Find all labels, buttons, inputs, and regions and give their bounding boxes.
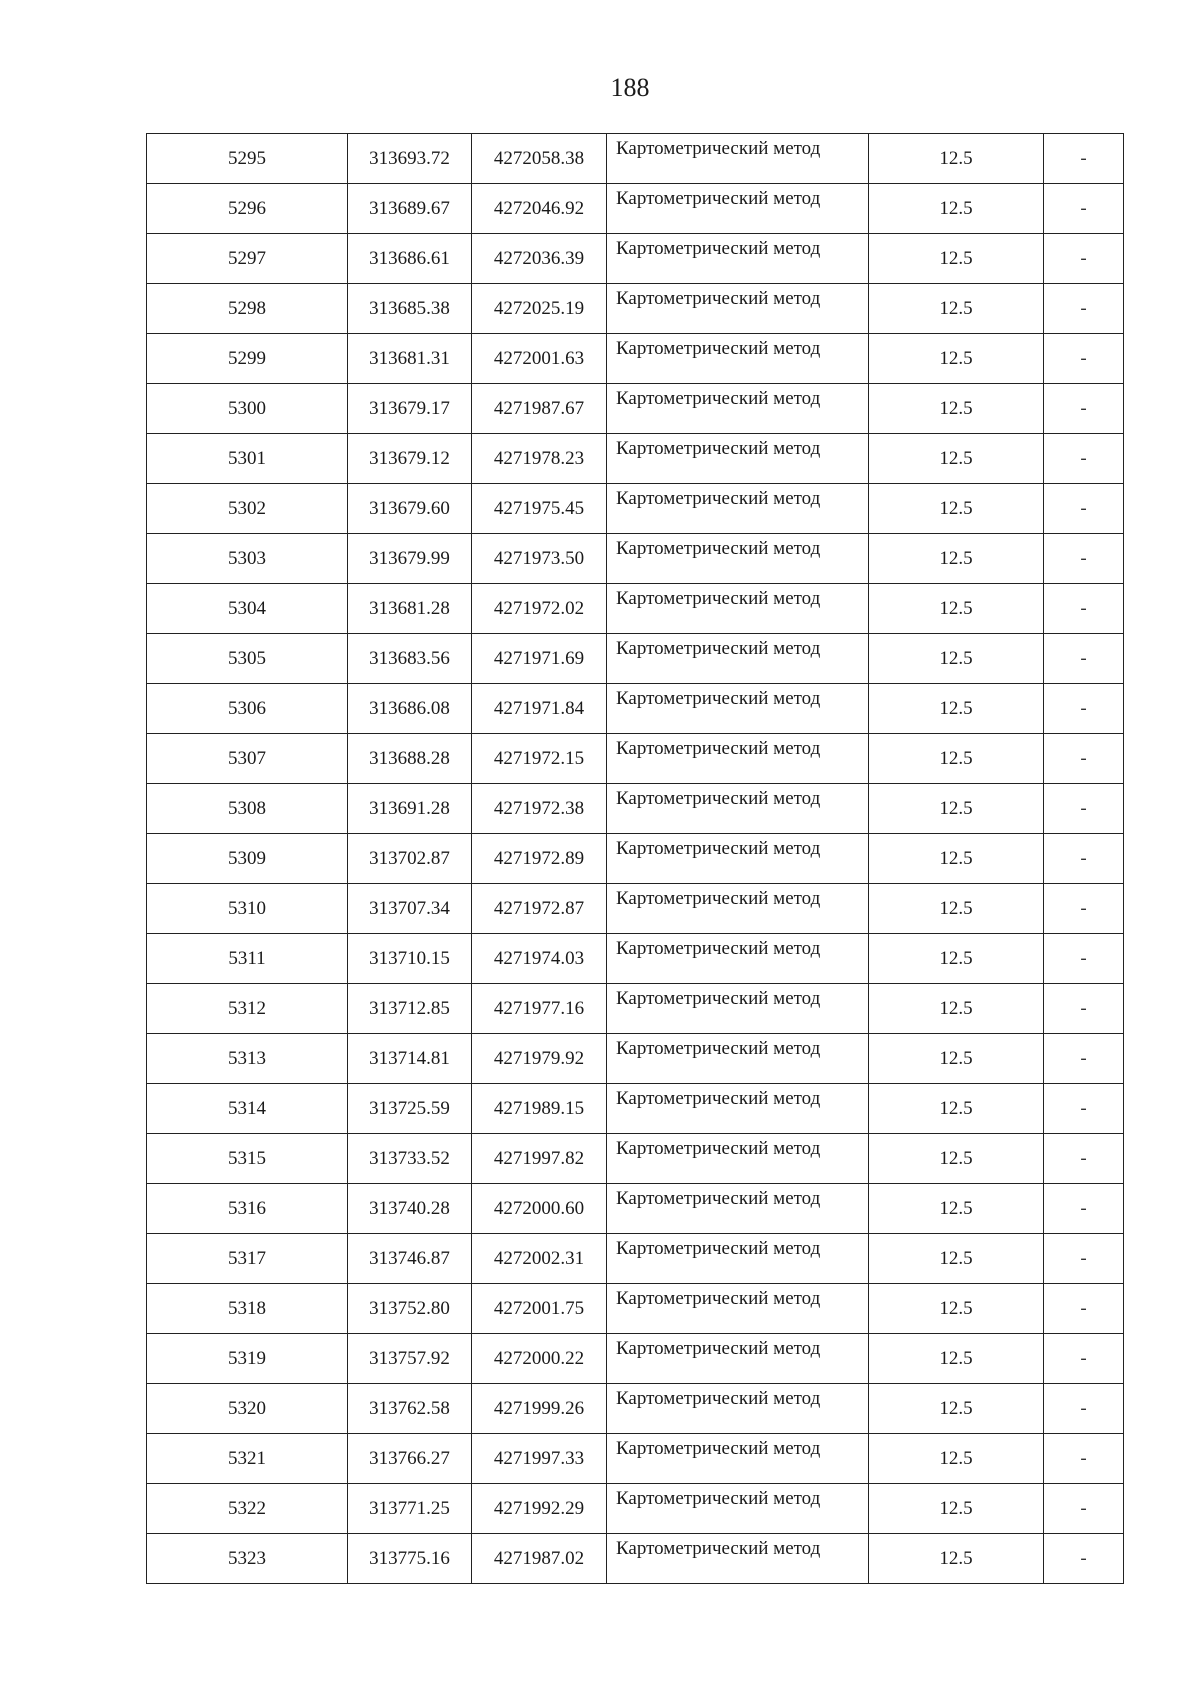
accuracy-cell: 12.5	[869, 584, 1044, 634]
note-cell: -	[1044, 234, 1124, 284]
point-number-cell: 5318	[147, 1284, 348, 1334]
point-number-cell: 5314	[147, 1084, 348, 1134]
x-coordinate-cell: 313762.58	[348, 1384, 472, 1434]
y-coordinate-cell: 4271971.84	[472, 684, 607, 734]
x-coordinate-cell: 313689.67	[348, 184, 472, 234]
note-cell: -	[1044, 1084, 1124, 1134]
table-row	[147, 1084, 1124, 1134]
point-number-cell: 5303	[147, 534, 348, 584]
note-cell: -	[1044, 1384, 1124, 1434]
accuracy-cell: 12.5	[869, 334, 1044, 384]
note-cell: -	[1044, 984, 1124, 1034]
table-body	[147, 134, 1124, 1584]
accuracy-cell: 12.5	[869, 1034, 1044, 1084]
point-number-cell: 5312	[147, 984, 348, 1034]
accuracy-cell: 12.5	[869, 884, 1044, 934]
x-coordinate-cell: 313775.16	[348, 1534, 472, 1584]
accuracy-cell: 12.5	[869, 1484, 1044, 1534]
method-cell: Картометрический метод	[607, 334, 869, 384]
accuracy-cell: 12.5	[869, 984, 1044, 1034]
method-cell: Картометрический метод	[607, 1384, 869, 1434]
note-cell: -	[1044, 434, 1124, 484]
table-row	[147, 634, 1124, 684]
point-number-cell: 5295	[147, 134, 348, 184]
method-cell: Картометрический метод	[607, 1534, 869, 1584]
accuracy-cell: 12.5	[869, 234, 1044, 284]
note-cell: -	[1044, 484, 1124, 534]
accuracy-cell: 12.5	[869, 934, 1044, 984]
table-row	[147, 1334, 1124, 1384]
point-number-cell: 5316	[147, 1184, 348, 1234]
note-cell: -	[1044, 284, 1124, 334]
accuracy-cell: 12.5	[869, 1134, 1044, 1184]
accuracy-cell: 12.5	[869, 534, 1044, 584]
table-row	[147, 434, 1124, 484]
point-number-cell: 5307	[147, 734, 348, 784]
x-coordinate-cell: 313733.52	[348, 1134, 472, 1184]
point-number-cell: 5297	[147, 234, 348, 284]
y-coordinate-cell: 4272001.63	[472, 334, 607, 384]
note-cell: -	[1044, 1334, 1124, 1384]
method-cell: Картометрический метод	[607, 784, 869, 834]
method-cell: Картометрический метод	[607, 834, 869, 884]
x-coordinate-cell: 313681.28	[348, 584, 472, 634]
accuracy-cell: 12.5	[869, 1384, 1044, 1434]
method-cell: Картометрический метод	[607, 134, 869, 184]
y-coordinate-cell: 4271972.02	[472, 584, 607, 634]
point-number-cell: 5321	[147, 1434, 348, 1484]
x-coordinate-cell: 313725.59	[348, 1084, 472, 1134]
x-coordinate-cell: 313691.28	[348, 784, 472, 834]
note-cell: -	[1044, 1234, 1124, 1284]
method-cell: Картометрический метод	[607, 1134, 869, 1184]
point-number-cell: 5310	[147, 884, 348, 934]
accuracy-cell: 12.5	[869, 1234, 1044, 1284]
method-cell: Картометрический метод	[607, 584, 869, 634]
x-coordinate-cell: 313771.25	[348, 1484, 472, 1534]
note-cell: -	[1044, 834, 1124, 884]
note-cell: -	[1044, 1184, 1124, 1234]
note-cell: -	[1044, 334, 1124, 384]
method-cell: Картометрический метод	[607, 1184, 869, 1234]
method-cell: Картометрический метод	[607, 1434, 869, 1484]
accuracy-cell: 12.5	[869, 634, 1044, 684]
note-cell: -	[1044, 884, 1124, 934]
accuracy-cell: 12.5	[869, 1334, 1044, 1384]
y-coordinate-cell: 4271973.50	[472, 534, 607, 584]
method-cell: Картометрический метод	[607, 1084, 869, 1134]
note-cell: -	[1044, 184, 1124, 234]
y-coordinate-cell: 4271974.03	[472, 934, 607, 984]
y-coordinate-cell: 4272002.31	[472, 1234, 607, 1284]
accuracy-cell: 12.5	[869, 1184, 1044, 1234]
x-coordinate-cell: 313681.31	[348, 334, 472, 384]
accuracy-cell: 12.5	[869, 1084, 1044, 1134]
point-number-cell: 5319	[147, 1334, 348, 1384]
table-row	[147, 1234, 1124, 1284]
note-cell: -	[1044, 684, 1124, 734]
y-coordinate-cell: 4271987.02	[472, 1534, 607, 1584]
point-number-cell: 5315	[147, 1134, 348, 1184]
y-coordinate-cell: 4271971.69	[472, 634, 607, 684]
x-coordinate-cell: 313746.87	[348, 1234, 472, 1284]
table-row	[147, 284, 1124, 334]
y-coordinate-cell: 4271997.82	[472, 1134, 607, 1184]
x-coordinate-cell: 313685.38	[348, 284, 472, 334]
y-coordinate-cell: 4272000.60	[472, 1184, 607, 1234]
x-coordinate-cell: 313688.28	[348, 734, 472, 784]
x-coordinate-cell: 313752.80	[348, 1284, 472, 1334]
x-coordinate-cell: 313679.99	[348, 534, 472, 584]
accuracy-cell: 12.5	[869, 184, 1044, 234]
table-row	[147, 834, 1124, 884]
x-coordinate-cell: 313679.17	[348, 384, 472, 434]
y-coordinate-cell: 4271992.29	[472, 1484, 607, 1534]
method-cell: Картометрический метод	[607, 234, 869, 284]
point-number-cell: 5302	[147, 484, 348, 534]
method-cell: Картометрический метод	[607, 534, 869, 584]
note-cell: -	[1044, 934, 1124, 984]
table-row	[147, 784, 1124, 834]
accuracy-cell: 12.5	[869, 1284, 1044, 1334]
method-cell: Картометрический метод	[607, 734, 869, 784]
point-number-cell: 5296	[147, 184, 348, 234]
table-row	[147, 1284, 1124, 1334]
x-coordinate-cell: 313710.15	[348, 934, 472, 984]
note-cell: -	[1044, 634, 1124, 684]
method-cell: Картометрический метод	[607, 184, 869, 234]
accuracy-cell: 12.5	[869, 1434, 1044, 1484]
x-coordinate-cell: 313683.56	[348, 634, 472, 684]
point-number-cell: 5309	[147, 834, 348, 884]
x-coordinate-cell: 313740.28	[348, 1184, 472, 1234]
point-number-cell: 5322	[147, 1484, 348, 1534]
method-cell: Картометрический метод	[607, 434, 869, 484]
x-coordinate-cell: 313766.27	[348, 1434, 472, 1484]
point-number-cell: 5320	[147, 1384, 348, 1434]
table-row	[147, 1534, 1124, 1584]
x-coordinate-cell: 313679.60	[348, 484, 472, 534]
table-row	[147, 534, 1124, 584]
point-number-cell: 5298	[147, 284, 348, 334]
y-coordinate-cell: 4272025.19	[472, 284, 607, 334]
accuracy-cell: 12.5	[869, 384, 1044, 434]
method-cell: Картометрический метод	[607, 1234, 869, 1284]
method-cell: Картометрический метод	[607, 484, 869, 534]
point-number-cell: 5300	[147, 384, 348, 434]
y-coordinate-cell: 4271972.89	[472, 834, 607, 884]
method-cell: Картометрический метод	[607, 634, 869, 684]
accuracy-cell: 12.5	[869, 1534, 1044, 1584]
accuracy-cell: 12.5	[869, 684, 1044, 734]
table-row	[147, 184, 1124, 234]
accuracy-cell: 12.5	[869, 284, 1044, 334]
method-cell: Картометрический метод	[607, 284, 869, 334]
table-row	[147, 1034, 1124, 1084]
accuracy-cell: 12.5	[869, 734, 1044, 784]
table-row	[147, 1484, 1124, 1534]
y-coordinate-cell: 4271975.45	[472, 484, 607, 534]
note-cell: -	[1044, 384, 1124, 434]
note-cell: -	[1044, 734, 1124, 784]
table-row	[147, 234, 1124, 284]
y-coordinate-cell: 4271972.38	[472, 784, 607, 834]
y-coordinate-cell: 4271972.15	[472, 734, 607, 784]
table-row	[147, 684, 1124, 734]
y-coordinate-cell: 4271979.92	[472, 1034, 607, 1084]
x-coordinate-cell: 313686.08	[348, 684, 472, 734]
y-coordinate-cell: 4271989.15	[472, 1084, 607, 1134]
note-cell: -	[1044, 534, 1124, 584]
point-number-cell: 5306	[147, 684, 348, 734]
table-row	[147, 484, 1124, 534]
y-coordinate-cell: 4271977.16	[472, 984, 607, 1034]
x-coordinate-cell: 313712.85	[348, 984, 472, 1034]
y-coordinate-cell: 4272001.75	[472, 1284, 607, 1334]
x-coordinate-cell: 313679.12	[348, 434, 472, 484]
note-cell: -	[1044, 134, 1124, 184]
x-coordinate-cell: 313714.81	[348, 1034, 472, 1084]
note-cell: -	[1044, 1034, 1124, 1084]
page-number: 188	[610, 73, 650, 102]
y-coordinate-cell: 4271999.26	[472, 1384, 607, 1434]
note-cell: -	[1044, 584, 1124, 634]
y-coordinate-cell: 4271972.87	[472, 884, 607, 934]
y-coordinate-cell: 4272000.22	[472, 1334, 607, 1384]
y-coordinate-cell: 4271978.23	[472, 434, 607, 484]
method-cell: Картометрический метод	[607, 984, 869, 1034]
point-number-cell: 5317	[147, 1234, 348, 1284]
x-coordinate-cell: 313686.61	[348, 234, 472, 284]
y-coordinate-cell: 4272058.38	[472, 134, 607, 184]
table-row	[147, 984, 1124, 1034]
note-cell: -	[1044, 1484, 1124, 1534]
point-number-cell: 5311	[147, 934, 348, 984]
y-coordinate-cell: 4272036.39	[472, 234, 607, 284]
point-number-cell: 5304	[147, 584, 348, 634]
table-row	[147, 584, 1124, 634]
table-row	[147, 1434, 1124, 1484]
y-coordinate-cell: 4271997.33	[472, 1434, 607, 1484]
x-coordinate-cell: 313707.34	[348, 884, 472, 934]
table-row	[147, 334, 1124, 384]
point-number-cell: 5299	[147, 334, 348, 384]
method-cell: Картометрический метод	[607, 684, 869, 734]
method-cell: Картометрический метод	[607, 934, 869, 984]
point-number-cell: 5313	[147, 1034, 348, 1084]
table-row	[147, 1134, 1124, 1184]
method-cell: Картометрический метод	[607, 1034, 869, 1084]
method-cell: Картометрический метод	[607, 1334, 869, 1384]
note-cell: -	[1044, 1284, 1124, 1334]
table-row	[147, 1184, 1124, 1234]
x-coordinate-cell: 313693.72	[348, 134, 472, 184]
method-cell: Картометрический метод	[607, 884, 869, 934]
point-number-cell: 5323	[147, 1534, 348, 1584]
table-row	[147, 134, 1124, 184]
note-cell: -	[1044, 784, 1124, 834]
note-cell: -	[1044, 1134, 1124, 1184]
y-coordinate-cell: 4272046.92	[472, 184, 607, 234]
note-cell: -	[1044, 1534, 1124, 1584]
note-cell: -	[1044, 1434, 1124, 1484]
table-row	[147, 884, 1124, 934]
table-row	[147, 1384, 1124, 1434]
coordinates-table	[146, 133, 1124, 1584]
x-coordinate-cell: 313702.87	[348, 834, 472, 884]
method-cell: Картометрический метод	[607, 384, 869, 434]
point-number-cell: 5305	[147, 634, 348, 684]
accuracy-cell: 12.5	[869, 834, 1044, 884]
accuracy-cell: 12.5	[869, 434, 1044, 484]
accuracy-cell: 12.5	[869, 784, 1044, 834]
table-row	[147, 734, 1124, 784]
method-cell: Картометрический метод	[607, 1484, 869, 1534]
method-cell: Картометрический метод	[607, 1284, 869, 1334]
point-number-cell: 5301	[147, 434, 348, 484]
y-coordinate-cell: 4271987.67	[472, 384, 607, 434]
x-coordinate-cell: 313757.92	[348, 1334, 472, 1384]
table-row	[147, 934, 1124, 984]
table-row	[147, 384, 1124, 434]
accuracy-cell: 12.5	[869, 484, 1044, 534]
point-number-cell: 5308	[147, 784, 348, 834]
accuracy-cell: 12.5	[869, 134, 1044, 184]
